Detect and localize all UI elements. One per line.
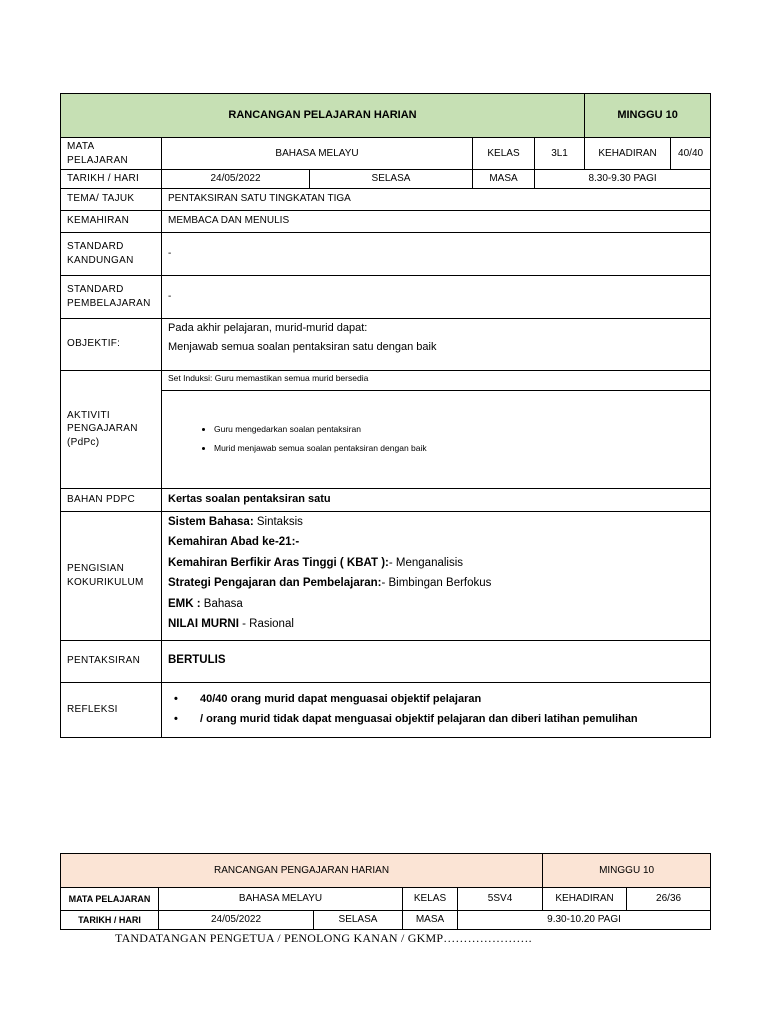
attendance-label: KEHADIRAN [585,138,671,170]
teaching-strategy: Strategi Pengajaran dan Pembelajaran:- Bimbingan Berfokus [168,577,492,590]
date-label: TARIKH / HARI [61,911,159,930]
objective-intro: Pada akhir pelajaran, murid-murid dapat: [168,321,368,334]
class-value: 5SV4 [458,888,543,911]
plan-title: RANCANGAN PELAJARAN HARIAN [61,94,585,138]
activity-cell [162,390,711,488]
skill-label: KEMAHIRAN [61,210,162,232]
time-value: 8.30-9.30 PAGI [535,170,711,189]
language-system: Sistem Bahasa: Sintaksis [168,515,303,528]
lesson-plan-table-1 [60,93,711,738]
time-value: 9.30-10.20 PAGI [458,911,711,930]
activity-list [168,424,704,455]
list-item: • Murid menjawab semua soalan pentaksiran dengan baik [214,443,704,454]
day-value: SELASA [314,911,403,930]
subject-label: MATA PELAJARAN [61,138,162,170]
date-label: TARIKH / HARI [61,170,162,189]
objective-cell [162,318,711,370]
date-value: 24/05/2022 [159,911,314,930]
list-item: • 40/40 orang murid dapat menguasai objektif pelajaran [184,692,704,707]
objective-label: OBJEKTIF: [61,318,162,370]
material-label: BAHAN PDPC [61,488,162,511]
content-standard-label: STANDARD KANDUNGAN [61,232,162,275]
21st-century-skill: Kemahiran Abad ke-21:- [168,536,300,549]
time-label: MASA [473,170,535,189]
time-label: MASA [403,911,458,930]
assessment-value: BERTULIS [162,640,711,682]
theme-label: TEMA/ TAJUK [61,188,162,210]
list-item: • Guru mengedarkan soalan pentaksiran [214,424,704,435]
objective-text: Menjawab semua soalan pentaksiran satu dengan baik [168,341,437,354]
week-label: MINGGU 10 [585,94,711,138]
reflection-label: REFLEKSI [61,682,162,737]
moral-value: NILAI MURNI - Rasional [168,618,294,631]
assessment-label: PENTAKSIRAN [61,640,162,682]
list-item: • / orang murid tidak dapat menguasai objektif pelajaran dan diberi latihan pemulihan [184,712,704,727]
learning-standard-value: - [162,275,711,318]
activity-label: AKTIVITI PENGAJARAN (PdPc) [61,370,162,488]
signature-line: TANDATANGAN PENGETUA / PENOLONG KANAN / GKMP…………………. [115,931,532,945]
set-induction: Set Induksi: Guru memastikan semua murid bersedia [162,370,711,390]
hots: Kemahiran Berfikir Aras Tinggi ( KBAT ):- Menganalisis [168,556,464,569]
subject-value: BAHASA MELAYU [162,138,473,170]
emk: EMK : Bahasa [168,597,243,610]
class-value: 3L1 [535,138,585,170]
class-label: KELAS [403,888,458,911]
cocurriculum-label: PENGISIAN KOKURIKULUM [61,511,162,640]
attendance-value: 40/40 [671,138,711,170]
attendance-label: KEHADIRAN [543,888,627,911]
subject-value: BAHASA MELAYU [159,888,403,911]
subject-label: MATA PELAJARAN [61,888,159,911]
reflection-cell [162,682,711,737]
date-value: 24/05/2022 [162,170,310,189]
day-value: SELASA [310,170,473,189]
content-standard-value: - [162,232,711,275]
week-label: MINGGU 10 [543,854,711,888]
skill-value: MEMBACA DAN MENULIS [162,210,711,232]
material-value: Kertas soalan pentaksiran satu [162,488,711,511]
class-label: KELAS [473,138,535,170]
attendance-value: 26/36 [627,888,711,911]
cocurriculum-cell [162,511,711,640]
lesson-plan-table-2 [60,853,711,930]
reflection-list [168,692,704,727]
theme-value: PENTAKSIRAN SATU TINGKATAN TIGA [162,188,711,210]
plan-title: RANCANGAN PENGAJARAN HARIAN [61,854,543,888]
learning-standard-label: STANDARD PEMBELAJARAN [61,275,162,318]
